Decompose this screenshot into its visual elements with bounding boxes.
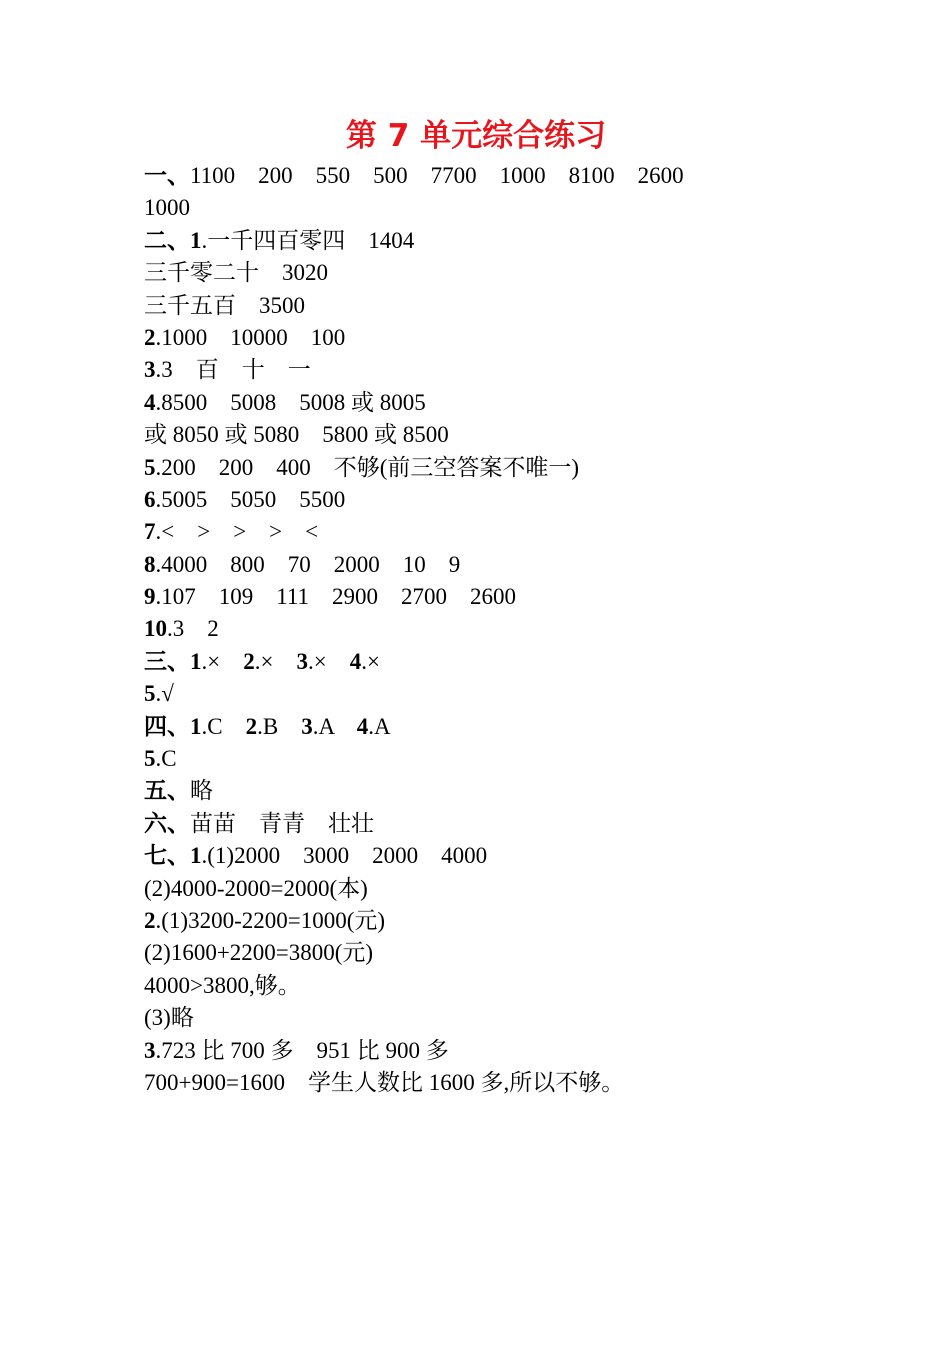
answer-text: .8500 5008 5008 或 8005 bbox=[155, 389, 426, 415]
answer-label: 五、 bbox=[144, 778, 190, 804]
answer-line bbox=[144, 257, 844, 289]
answer-text: .4000 800 70 2000 10 9 bbox=[155, 551, 461, 577]
answer-label: 3 bbox=[296, 648, 308, 674]
answer-line bbox=[144, 970, 844, 1002]
answer-label: 10 bbox=[144, 616, 167, 642]
answer-text: .5005 5050 5500 bbox=[155, 486, 346, 512]
answer-text: .(1)2000 3000 2000 4000 bbox=[201, 843, 488, 869]
answer-line bbox=[144, 646, 844, 678]
answer-text: .√ bbox=[155, 681, 174, 707]
answer-line bbox=[144, 484, 844, 516]
answer-label: 5 bbox=[144, 746, 156, 772]
answer-text: 略 bbox=[190, 778, 213, 804]
answer-label: 三、 bbox=[144, 648, 190, 674]
answer-text: .× bbox=[361, 648, 380, 674]
page-title: 第 7 单元综合练习 bbox=[345, 118, 607, 154]
answer-label: 2 bbox=[144, 907, 156, 933]
answer-label: 3 bbox=[144, 357, 156, 383]
answer-text: .× bbox=[307, 648, 350, 674]
answer-text: (3)略 bbox=[144, 1005, 194, 1031]
answer-label: 5 bbox=[144, 681, 156, 707]
answer-line bbox=[144, 1002, 844, 1034]
answer-label: 七、 bbox=[144, 843, 190, 869]
answer-line bbox=[144, 873, 844, 905]
answer-text: 1000 bbox=[144, 195, 190, 221]
answer-text: .3 2 bbox=[167, 616, 219, 642]
answer-label: 2 bbox=[245, 713, 258, 739]
answer-label: 4 bbox=[356, 713, 369, 739]
answer-line bbox=[144, 937, 844, 969]
answer-text: .723 比 700 多 951 比 900 多 bbox=[155, 1037, 449, 1063]
answer-line bbox=[144, 549, 844, 581]
answer-text: (2)4000-2000=2000(本) bbox=[144, 875, 368, 901]
answer-text: .× bbox=[254, 648, 297, 674]
answer-text: .C bbox=[201, 713, 246, 739]
answer-text: .× bbox=[201, 648, 244, 674]
answer-label: 1 bbox=[190, 648, 202, 674]
answer-text: .B bbox=[257, 713, 302, 739]
answer-line bbox=[144, 840, 844, 872]
answer-text: .A bbox=[368, 713, 391, 739]
answer-label: 1 bbox=[190, 227, 202, 253]
answer-label: 1 bbox=[190, 843, 202, 869]
answer-text: .C bbox=[155, 746, 177, 772]
answer-line bbox=[144, 160, 844, 192]
answer-text: 三千零二十 3020 bbox=[144, 260, 328, 286]
answer-line bbox=[144, 581, 844, 613]
answer-text: .3 百 十 一 bbox=[155, 357, 311, 383]
answer-label: 4 bbox=[144, 389, 156, 415]
answer-line bbox=[144, 419, 844, 451]
answer-line bbox=[144, 775, 844, 807]
answer-text: .A bbox=[312, 713, 357, 739]
answer-label: 4 bbox=[349, 648, 362, 674]
answer-text: .< > > > < bbox=[155, 519, 319, 545]
answer-line bbox=[144, 225, 844, 257]
answer-label: 6 bbox=[144, 486, 156, 512]
answer-label: 8 bbox=[144, 551, 156, 577]
answer-text: .(1)3200-2200=1000(元) bbox=[155, 907, 386, 933]
answer-text: .一千四百零四 1404 bbox=[201, 227, 415, 253]
answer-label: 5 bbox=[144, 454, 156, 480]
answer-label: 3 bbox=[144, 1037, 156, 1063]
answer-line bbox=[144, 743, 844, 775]
answer-line bbox=[144, 192, 844, 224]
answer-label: 2 bbox=[243, 648, 255, 674]
answer-line bbox=[144, 808, 844, 840]
answer-label: 9 bbox=[144, 584, 156, 610]
answer-line bbox=[144, 711, 844, 743]
answer-line bbox=[144, 452, 844, 484]
answer-text: .107 109 111 2900 2700 2600 bbox=[155, 584, 517, 610]
answer-label: 2 bbox=[144, 324, 156, 350]
answer-line bbox=[144, 322, 844, 354]
answer-text: 4000>3800,够。 bbox=[144, 972, 301, 998]
answer-line bbox=[144, 387, 844, 419]
answer-line bbox=[144, 678, 844, 710]
answer-line bbox=[144, 354, 844, 386]
answer-content bbox=[144, 160, 844, 1099]
answer-text: .1000 10000 100 bbox=[155, 324, 346, 350]
answer-label: 3 bbox=[301, 713, 313, 739]
answer-line bbox=[144, 905, 844, 937]
answer-label: 六、 bbox=[144, 810, 190, 836]
answer-text: .200 200 400 不够(前三空答案不唯一) bbox=[155, 454, 580, 480]
answer-line bbox=[144, 516, 844, 548]
answer-line bbox=[144, 290, 844, 322]
answer-text: 三千五百 3500 bbox=[144, 292, 305, 318]
answer-line bbox=[144, 1035, 844, 1067]
answer-text: 1100 200 550 500 7700 1000 8100 2600 bbox=[190, 163, 684, 188]
answer-label: 1 bbox=[190, 713, 202, 739]
answer-text: (2)1600+2200=3800(元) bbox=[144, 940, 374, 966]
answer-label: 四、 bbox=[144, 713, 190, 739]
answer-line bbox=[144, 613, 844, 645]
answer-line bbox=[144, 1067, 844, 1099]
answer-label: 一、 bbox=[144, 163, 190, 188]
answer-text: 700+900=1600 学生人数比 1600 多,所以不够。 bbox=[144, 1069, 625, 1095]
answer-text: 苗苗 青青 壮壮 bbox=[190, 810, 374, 836]
answer-label: 7 bbox=[144, 519, 156, 545]
answer-text: 或 8050 或 5080 5800 或 8500 bbox=[144, 422, 449, 448]
answer-label: 二、 bbox=[144, 227, 190, 253]
